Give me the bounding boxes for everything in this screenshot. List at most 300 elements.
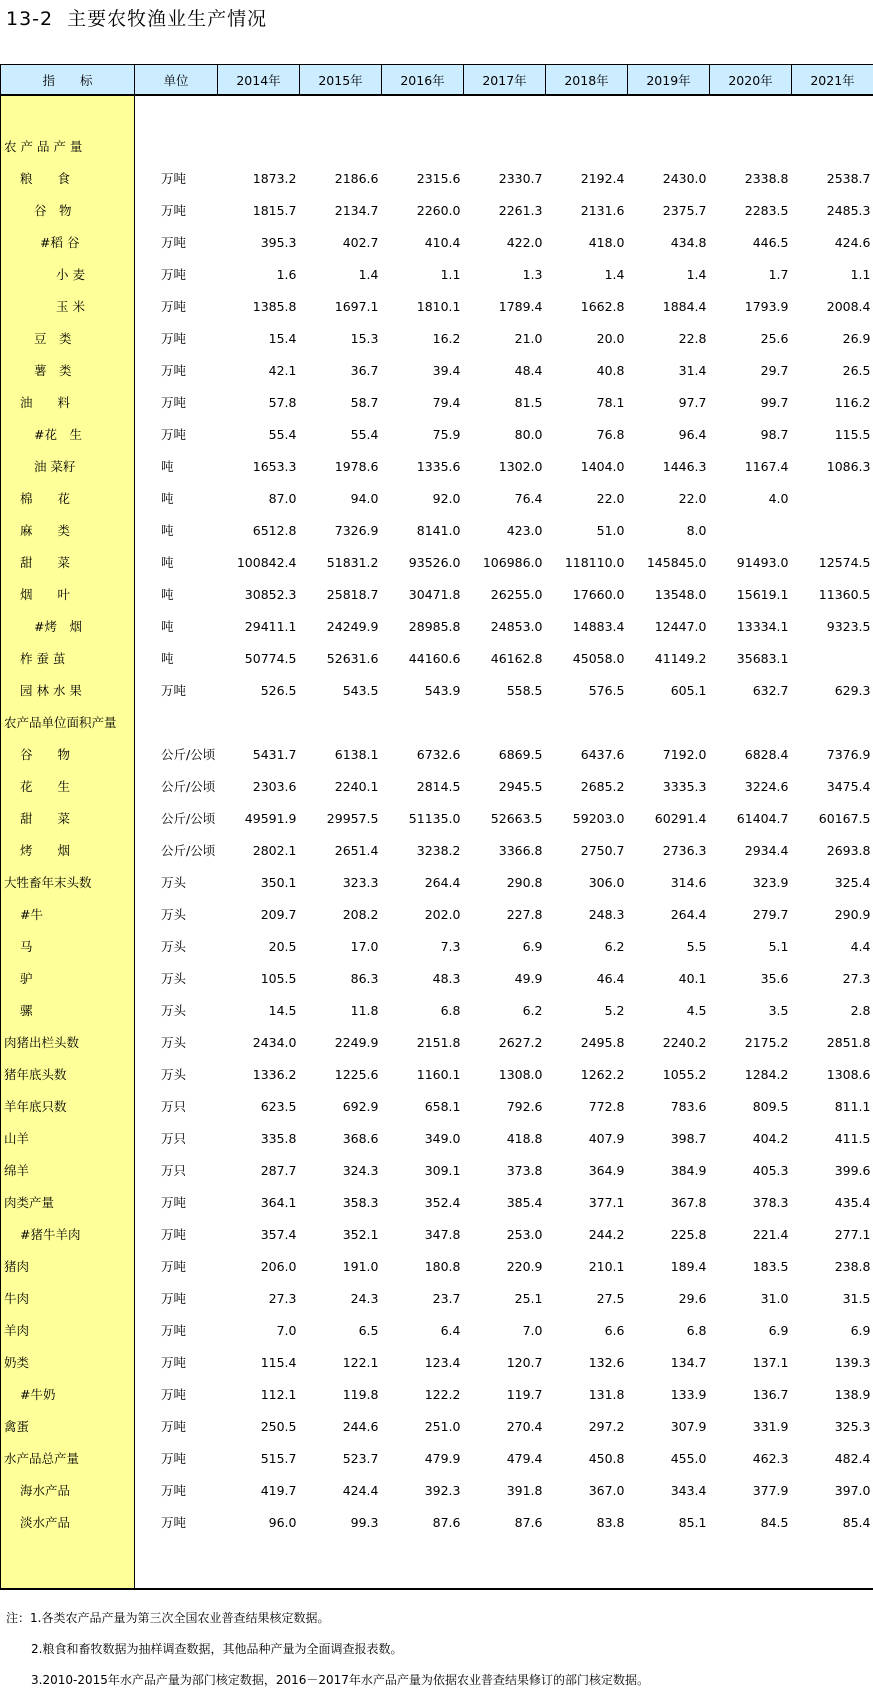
cell-value: 27.3 (792, 962, 873, 994)
cell-value: 85.4 (792, 1506, 873, 1538)
row-unit: 万吨 (135, 162, 218, 194)
cell-value (546, 706, 628, 738)
row-label: 麻 类 (1, 514, 135, 546)
cell-value: 783.6 (628, 1090, 710, 1122)
cell-value: 391.8 (464, 1474, 546, 1506)
table-row (1, 834, 873, 866)
cell-value: 209.7 (218, 898, 300, 930)
cell-value: 349.0 (382, 1122, 464, 1154)
cell-value: 120.7 (464, 1346, 546, 1378)
cell-value: 22.8 (628, 322, 710, 354)
cell-value: 1302.0 (464, 450, 546, 482)
cell-value: 76.8 (546, 418, 628, 450)
cell-value: 30852.3 (218, 578, 300, 610)
cell-value: 411.5 (792, 1122, 873, 1154)
table-row (1, 546, 873, 578)
cell-value: 8141.0 (382, 514, 464, 546)
table-row (1, 1282, 873, 1314)
cell-value: 479.9 (382, 1442, 464, 1474)
cell-value: 5.2 (546, 994, 628, 1026)
row-unit: 公斤/公顷 (135, 770, 218, 802)
row-unit: 公斤/公顷 (135, 802, 218, 834)
cell-value: 422.0 (464, 226, 546, 258)
cell-value: 51831.2 (300, 546, 382, 578)
cell-value: 364.1 (218, 1186, 300, 1218)
row-unit: 万吨 (135, 1314, 218, 1346)
cell-value: 2750.7 (546, 834, 628, 866)
cell-value: 811.1 (792, 1090, 873, 1122)
cell-value: 399.6 (792, 1154, 873, 1186)
cell-value: 419.7 (218, 1474, 300, 1506)
cell-value: 335.8 (218, 1122, 300, 1154)
cell-value: 629.3 (792, 674, 873, 706)
cell-value: 325.3 (792, 1410, 873, 1442)
cell-value: 325.4 (792, 866, 873, 898)
cell-value: 6.2 (464, 994, 546, 1026)
table-row (1, 770, 873, 802)
cell-value (792, 514, 873, 546)
cell-value: 60167.5 (792, 802, 873, 834)
cell-value: 138.9 (792, 1378, 873, 1410)
cell-value (218, 706, 300, 738)
table-row (1, 418, 873, 450)
row-unit: 万吨 (135, 194, 218, 226)
cell-value: 86.3 (300, 962, 382, 994)
cell-value: 1789.4 (464, 290, 546, 322)
cell-value: 227.8 (464, 898, 546, 930)
cell-value: 105.5 (218, 962, 300, 994)
cell-value: 2736.3 (628, 834, 710, 866)
cell-value: 206.0 (218, 1250, 300, 1282)
cell-value: 52631.6 (300, 642, 382, 674)
header-year: 2016年 (382, 65, 464, 96)
table-row (1, 1378, 873, 1410)
row-label: #稻 谷 (1, 226, 135, 258)
row-unit: 万头 (135, 1026, 218, 1058)
header-year: 2017年 (464, 65, 546, 96)
cell-value: 112.1 (218, 1378, 300, 1410)
cell-value: 96.0 (218, 1506, 300, 1538)
row-label: 肉类产量 (1, 1186, 135, 1218)
row-unit: 万吨 (135, 290, 218, 322)
cell-value (792, 130, 873, 162)
cell-value: 6.8 (628, 1314, 710, 1346)
row-unit: 万吨 (135, 226, 218, 258)
cell-value: 1160.1 (382, 1058, 464, 1090)
table-row (1, 802, 873, 834)
cell-value: 40.8 (546, 354, 628, 386)
cell-value: 2851.8 (792, 1026, 873, 1058)
page-title (6, 4, 267, 31)
cell-value: 5.5 (628, 930, 710, 962)
table-row (1, 1026, 873, 1058)
cell-value: 92.0 (382, 482, 464, 514)
cell-value: 558.5 (464, 674, 546, 706)
cell-value: 16.2 (382, 322, 464, 354)
cell-value: 133.9 (628, 1378, 710, 1410)
table-row (1, 450, 873, 482)
cell-value: 2303.6 (218, 770, 300, 802)
cell-value: 180.8 (382, 1250, 464, 1282)
cell-value: 343.4 (628, 1474, 710, 1506)
cell-value: 91493.0 (710, 546, 792, 578)
table-row (1, 1410, 873, 1442)
cell-value: 2934.4 (710, 834, 792, 866)
row-label: 羊年底只数 (1, 1090, 135, 1122)
table-row (1, 1474, 873, 1506)
cell-value: 202.0 (382, 898, 464, 930)
cell-value (710, 130, 792, 162)
cell-value: 2330.7 (464, 162, 546, 194)
cell-value: 358.3 (300, 1186, 382, 1218)
cell-value: 377.1 (546, 1186, 628, 1218)
row-label: 禽蛋 (1, 1410, 135, 1442)
cell-value: 1810.1 (382, 290, 464, 322)
cell-value: 51.0 (546, 514, 628, 546)
header-year: 2018年 (546, 65, 628, 96)
cell-value: 136.7 (710, 1378, 792, 1410)
cell-value: 31.5 (792, 1282, 873, 1314)
row-label: 甜 菜 (1, 546, 135, 578)
cell-value: 479.4 (464, 1442, 546, 1474)
row-unit: 万头 (135, 962, 218, 994)
table-row (1, 1154, 873, 1186)
cell-value (792, 642, 873, 674)
cell-value: 7192.0 (628, 738, 710, 770)
cell-value: 118110.0 (546, 546, 628, 578)
cell-value: 264.4 (628, 898, 710, 930)
cell-value: 3475.4 (792, 770, 873, 802)
cell-value: 6.4 (382, 1314, 464, 1346)
cell-value: 368.6 (300, 1122, 382, 1154)
cell-value: 46.4 (546, 962, 628, 994)
cell-value: 1.6 (218, 258, 300, 290)
cell-value: 48.3 (382, 962, 464, 994)
cell-value: 623.5 (218, 1090, 300, 1122)
cell-value: 6.8 (382, 994, 464, 1026)
cell-value: 632.7 (710, 674, 792, 706)
header-indicator: 指 标 (1, 65, 135, 96)
cell-value: 3238.2 (382, 834, 464, 866)
cell-value: 2538.7 (792, 162, 873, 194)
cell-value: 418.0 (546, 226, 628, 258)
row-unit: 公斤/公顷 (135, 834, 218, 866)
cell-value: 543.5 (300, 674, 382, 706)
cell-value: 106986.0 (464, 546, 546, 578)
cell-value: 119.8 (300, 1378, 382, 1410)
row-unit: 万头 (135, 1058, 218, 1090)
table-row (1, 322, 873, 354)
cell-value: 2283.5 (710, 194, 792, 226)
cell-value: 423.0 (464, 514, 546, 546)
cell-value (464, 706, 546, 738)
cell-value: 22.0 (546, 482, 628, 514)
cell-value: 2651.4 (300, 834, 382, 866)
cell-value: 17.0 (300, 930, 382, 962)
cell-value: 2249.9 (300, 1026, 382, 1058)
cell-value: 450.8 (546, 1442, 628, 1474)
cell-value: 27.3 (218, 1282, 300, 1314)
table-row (1, 674, 873, 706)
cell-value: 410.4 (382, 226, 464, 258)
cell-value: 2151.8 (382, 1026, 464, 1058)
row-unit: 万吨 (135, 1250, 218, 1282)
table-row (1, 1186, 873, 1218)
cell-value: 75.9 (382, 418, 464, 450)
table-row (1, 1506, 873, 1538)
cell-value: 1884.4 (628, 290, 710, 322)
cell-value: 6828.4 (710, 738, 792, 770)
cell-value: 12574.5 (792, 546, 873, 578)
cell-value: 24.3 (300, 1282, 382, 1314)
table-row (1, 1090, 873, 1122)
cell-value: 1978.6 (300, 450, 382, 482)
cell-value: 402.7 (300, 226, 382, 258)
cell-value: 6869.5 (464, 738, 546, 770)
cell-value: 1815.7 (218, 194, 300, 226)
table-row (1, 194, 873, 226)
cell-value: 251.0 (382, 1410, 464, 1442)
cell-value: 80.0 (464, 418, 546, 450)
cell-value: 46162.8 (464, 642, 546, 674)
row-unit: 万吨 (135, 1506, 218, 1538)
table-row (1, 738, 873, 770)
cell-value: 4.0 (710, 482, 792, 514)
cell-value: 407.9 (546, 1122, 628, 1154)
cell-value: 1262.2 (546, 1058, 628, 1090)
row-label: 园 林 水 果 (1, 674, 135, 706)
cell-value: 36.7 (300, 354, 382, 386)
row-unit: 万只 (135, 1122, 218, 1154)
row-unit: 万吨 (135, 1186, 218, 1218)
row-label: 豆 类 (1, 322, 135, 354)
cell-value: 15.3 (300, 322, 382, 354)
cell-value: 52663.5 (464, 802, 546, 834)
cell-value: 87.6 (464, 1506, 546, 1538)
cell-value: 373.8 (464, 1154, 546, 1186)
cell-value: 1662.8 (546, 290, 628, 322)
cell-value: 131.8 (546, 1378, 628, 1410)
cell-value: 119.7 (464, 1378, 546, 1410)
cell-value: 297.2 (546, 1410, 628, 1442)
cell-value: 244.2 (546, 1218, 628, 1250)
row-unit: 吨 (135, 546, 218, 578)
cell-value: 377.9 (710, 1474, 792, 1506)
cell-value: 98.7 (710, 418, 792, 450)
row-label: 牛肉 (1, 1282, 135, 1314)
footnotes (6, 1603, 649, 1696)
cell-value: 405.3 (710, 1154, 792, 1186)
header-unit: 单位 (135, 65, 218, 96)
cell-value: 446.5 (710, 226, 792, 258)
cell-value: 3366.8 (464, 834, 546, 866)
row-label: 大牲畜年末头数 (1, 866, 135, 898)
cell-value: 29.7 (710, 354, 792, 386)
cell-value (710, 706, 792, 738)
row-unit: 公斤/公顷 (135, 738, 218, 770)
cell-value: 2134.7 (300, 194, 382, 226)
row-label: 农产品单位面积产量 (1, 706, 135, 738)
cell-value: 323.9 (710, 866, 792, 898)
cell-value: 279.7 (710, 898, 792, 930)
cell-value: 3335.3 (628, 770, 710, 802)
cell-value: 398.7 (628, 1122, 710, 1154)
row-label: 烟 叶 (1, 578, 135, 610)
table-row (1, 898, 873, 930)
spacer-row (1, 95, 873, 130)
cell-value (300, 130, 382, 162)
row-unit: 万吨 (135, 418, 218, 450)
cell-value: 189.4 (628, 1250, 710, 1282)
cell-value: 314.6 (628, 866, 710, 898)
cell-value: 78.1 (546, 386, 628, 418)
cell-value: 2485.3 (792, 194, 873, 226)
cell-value: 1284.2 (710, 1058, 792, 1090)
table-row (1, 130, 873, 162)
cell-value: 14.5 (218, 994, 300, 1026)
cell-value: 306.0 (546, 866, 628, 898)
cell-value: 191.0 (300, 1250, 382, 1282)
table-row (1, 962, 873, 994)
cell-value: 83.8 (546, 1506, 628, 1538)
row-label: 山羊 (1, 1122, 135, 1154)
cell-value: 352.4 (382, 1186, 464, 1218)
cell-value: 6.9 (710, 1314, 792, 1346)
cell-value: 290.9 (792, 898, 873, 930)
cell-value: 6.9 (464, 930, 546, 962)
row-unit: 吨 (135, 482, 218, 514)
cell-value: 87.6 (382, 1506, 464, 1538)
row-label: 棉 花 (1, 482, 135, 514)
cell-value: 792.6 (464, 1090, 546, 1122)
cell-value: 220.9 (464, 1250, 546, 1282)
cell-value: 35.6 (710, 962, 792, 994)
cell-value: 25818.7 (300, 578, 382, 610)
cell-value: 6.6 (546, 1314, 628, 1346)
cell-value: 435.4 (792, 1186, 873, 1218)
cell-value: 26255.0 (464, 578, 546, 610)
row-unit: 万头 (135, 866, 218, 898)
cell-value: 27.5 (546, 1282, 628, 1314)
cell-value: 93526.0 (382, 546, 464, 578)
cell-value: 2434.0 (218, 1026, 300, 1058)
cell-value: 1446.3 (628, 450, 710, 482)
cell-value: 2814.5 (382, 770, 464, 802)
cell-value: 385.4 (464, 1186, 546, 1218)
row-unit: 万吨 (135, 1474, 218, 1506)
cell-value: 418.8 (464, 1122, 546, 1154)
cell-value: 81.5 (464, 386, 546, 418)
cell-value: 20.0 (546, 322, 628, 354)
header-year: 2021年 (792, 65, 873, 96)
cell-value: 183.5 (710, 1250, 792, 1282)
cell-value: 809.5 (710, 1090, 792, 1122)
cell-value: 2261.3 (464, 194, 546, 226)
cell-value: 8.0 (628, 514, 710, 546)
cell-value: 100842.4 (218, 546, 300, 578)
cell-value: 13334.1 (710, 610, 792, 642)
cell-value: 11.8 (300, 994, 382, 1026)
cell-value: 7326.9 (300, 514, 382, 546)
cell-value: 76.4 (464, 482, 546, 514)
cell-value: 49591.9 (218, 802, 300, 834)
row-label: #牛奶 (1, 1378, 135, 1410)
cell-value: 1336.2 (218, 1058, 300, 1090)
cell-value: 59203.0 (546, 802, 628, 834)
row-label: 柞 蚕 茧 (1, 642, 135, 674)
cell-value: 85.1 (628, 1506, 710, 1538)
cell-value: 6512.8 (218, 514, 300, 546)
row-label: #烤 烟 (1, 610, 135, 642)
cell-value: 397.0 (792, 1474, 873, 1506)
cell-value: 122.1 (300, 1346, 382, 1378)
row-unit: 万吨 (135, 1346, 218, 1378)
row-unit: 万吨 (135, 386, 218, 418)
cell-value: 39.4 (382, 354, 464, 386)
table-row (1, 354, 873, 386)
cell-value: 6437.6 (546, 738, 628, 770)
cell-value: 424.4 (300, 1474, 382, 1506)
cell-value: 1308.0 (464, 1058, 546, 1090)
cell-value (710, 514, 792, 546)
cell-value: 367.8 (628, 1186, 710, 1218)
cell-value: 55.4 (218, 418, 300, 450)
table-row (1, 642, 873, 674)
cell-value: 4.4 (792, 930, 873, 962)
row-unit (135, 706, 218, 738)
row-unit: 万只 (135, 1090, 218, 1122)
cell-value: 290.8 (464, 866, 546, 898)
cell-value: 115.4 (218, 1346, 300, 1378)
cell-value: 94.0 (300, 482, 382, 514)
cell-value: 11360.5 (792, 578, 873, 610)
table-row (1, 162, 873, 194)
table-body (1, 95, 873, 1589)
cell-value: 49.9 (464, 962, 546, 994)
table-row (1, 610, 873, 642)
cell-value: 25.6 (710, 322, 792, 354)
cell-value: 1.1 (792, 258, 873, 290)
cell-value: 51135.0 (382, 802, 464, 834)
row-label: 奶类 (1, 1346, 135, 1378)
cell-value: 6.2 (546, 930, 628, 962)
cell-value: 3224.6 (710, 770, 792, 802)
row-unit: 万吨 (135, 1378, 218, 1410)
row-label: 肉猪出栏头数 (1, 1026, 135, 1058)
cell-value: 347.8 (382, 1218, 464, 1250)
table-row (1, 482, 873, 514)
cell-value: 145845.0 (628, 546, 710, 578)
cell-value: 323.3 (300, 866, 382, 898)
row-label: 马 (1, 930, 135, 962)
table-row (1, 578, 873, 610)
cell-value: 29957.5 (300, 802, 382, 834)
cell-value (464, 130, 546, 162)
cell-value: 515.7 (218, 1442, 300, 1474)
row-label: 农 产 品 产 量 (1, 130, 135, 162)
cell-value: 309.1 (382, 1154, 464, 1186)
row-label: 烤 烟 (1, 834, 135, 866)
row-unit: 万吨 (135, 354, 218, 386)
table-row (1, 1314, 873, 1346)
cell-value: 31.0 (710, 1282, 792, 1314)
cell-value: 208.2 (300, 898, 382, 930)
cell-value: 2131.6 (546, 194, 628, 226)
cell-value: 99.7 (710, 386, 792, 418)
row-label: 甜 菜 (1, 802, 135, 834)
cell-value: 29.6 (628, 1282, 710, 1314)
footnote: 2.粮食和畜牧数据为抽样调查数据，其他品种产量为全面调查报表数。 (6, 1634, 649, 1665)
